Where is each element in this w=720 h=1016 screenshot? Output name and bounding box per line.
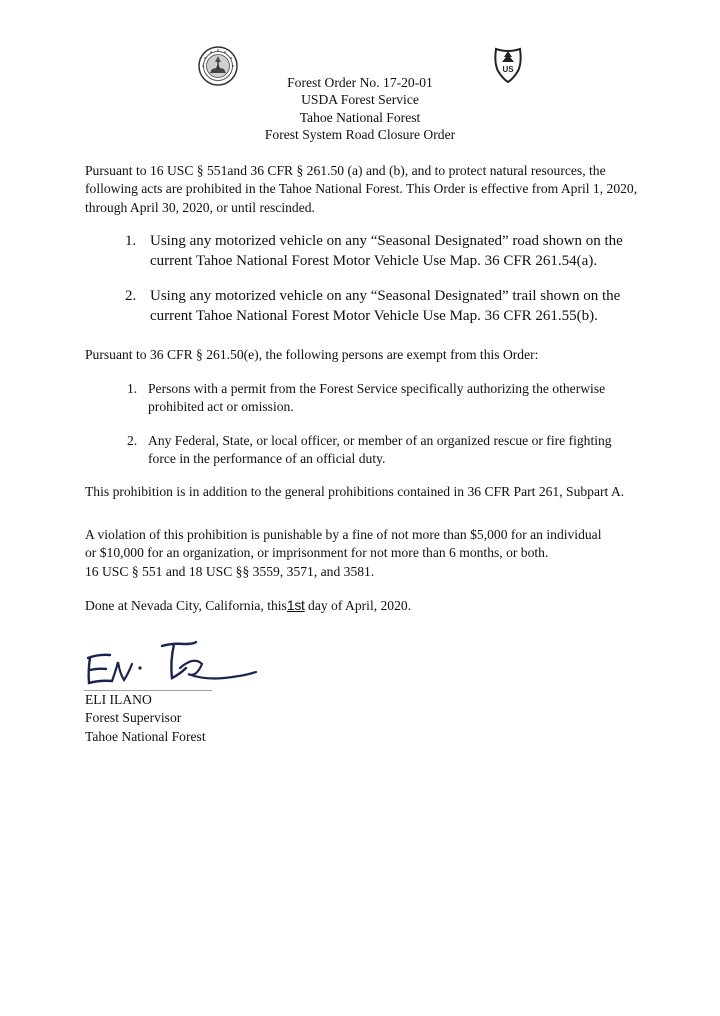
exemption-intro: Pursuant to 36 CFR § 261.50(e), the following persons are exempt from this Order: <box>85 347 539 362</box>
exemption-text: Any Federal, State, or local officer, or member of an organized rescue or fire fighting force in the performance of an official duty. <box>148 432 612 467</box>
signer-name: ELI ILANO <box>85 692 152 707</box>
signing-day: 1st <box>286 597 305 613</box>
prohibition-item <box>125 232 635 271</box>
prohibition-text: Using any motorized vehicle on any “Seasonal Designated” road shown on the current Tahoe National Forest Motor Vehicle Use Map. 36 CFR 261.54(a). <box>150 233 623 269</box>
signer-block <box>85 691 206 746</box>
violation-line: or $10,000 for an organization, or imprisonment for not more than 6 months, or both. <box>85 545 549 561</box>
intro-paragraph: Pursuant to 16 USC § 551and 36 CFR § 261.50 (a) and (b), and to protect natural resources, the following acts are prohibited in the Tahoe National Forest. This Order is effective from April 1, 2020, through April 30, 2020, or until rescinded. <box>85 163 638 215</box>
prohibitions-list <box>125 232 635 326</box>
general-prohibitions-paragraph: This prohibition is in addition to the general prohibitions contained in 36 CFR Part 261, Subpart A. <box>85 484 625 499</box>
prohibition-number: 2. <box>125 288 137 305</box>
order-subject: Forest System Road Closure Order <box>264 127 456 143</box>
signer-unit: Tahoe National Forest <box>85 728 206 744</box>
order-number: Forest Order No. 17-20-01 <box>287 75 433 90</box>
signing-date: day of April, 2020. <box>304 598 412 613</box>
signer-title: Forest Supervisor <box>85 710 182 726</box>
prohibition-number: 1. <box>125 233 137 249</box>
exemptions-list <box>127 380 642 469</box>
signature <box>84 634 264 692</box>
exemption-number: 1. <box>127 381 138 396</box>
forest-name: Tahoe National Forest <box>299 109 421 125</box>
order-header <box>200 74 520 144</box>
agency-name: USDA Forest Service <box>301 92 419 108</box>
signing-place: Done at Nevada City, California, this <box>85 598 287 613</box>
exemption-number: 2. <box>127 432 138 448</box>
prohibition-item <box>125 287 635 326</box>
exemption-item <box>127 432 642 469</box>
exemption-item <box>127 380 642 417</box>
violation-line: A violation of this prohibition is punishable by a fine of not more than $5,000 for an individual <box>85 527 602 542</box>
shield-letters: US <box>502 65 514 74</box>
violation-paragraph <box>85 526 645 581</box>
exemption-text: Persons with a permit from the Forest Service specifically authorizing the otherwise prohibited act or omission. <box>148 381 606 415</box>
prohibition-text: Using any motorized vehicle on any “Seasonal Designated” trail shown on the current Tahoe National Forest Motor Vehicle Use Map. 36 CFR 261.55(b). <box>150 288 621 324</box>
signing-statement <box>85 596 645 615</box>
statute-citation: 16 USC § 551 and 18 USC §§ 3559, 3571, and 3581. <box>85 563 375 579</box>
